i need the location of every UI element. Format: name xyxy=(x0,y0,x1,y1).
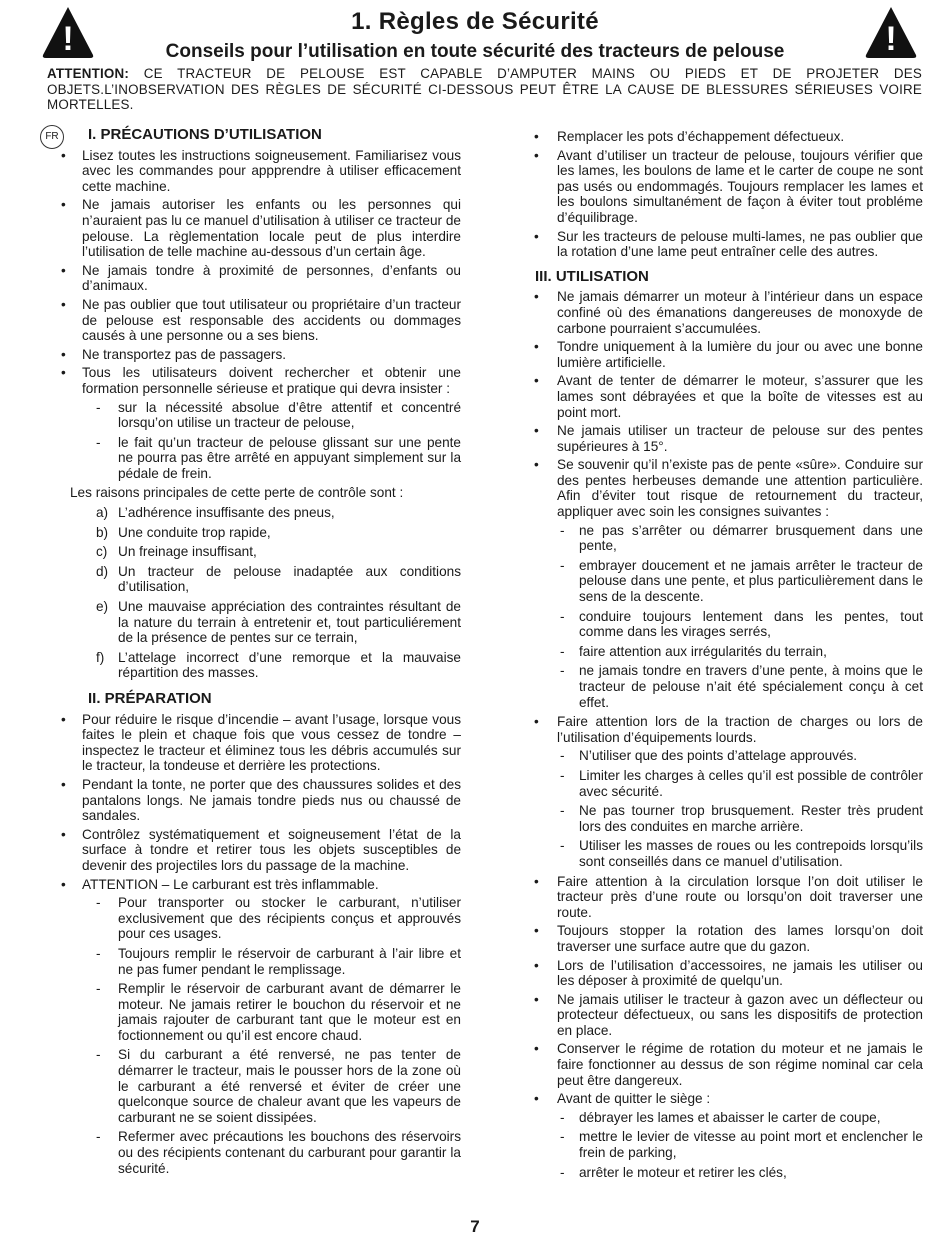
section-heading: II. PRÉPARATION xyxy=(88,690,212,707)
bullet-list xyxy=(48,712,461,1177)
list-item: - conduire toujours lentement dans les pentes, tout comme dans les virages serrés, xyxy=(531,609,923,640)
list-item: - Si du carburant a été renversé, ne pas tenter de démarrer le tracteur, mais le pousser hors de la zone où le carburant a été renversé et éviter de créer une quelconque source de chaleur avant que les vapeurs de carburant ne se soient dissipées. xyxy=(82,1047,461,1125)
section-heading: FR I. PRÉCAUTIONS D’UTILISATION xyxy=(48,127,461,143)
list-item: • Pendant la tonte, ne porter que des chaussures solides et des pantalons longs. Ne jamais tondre pieds nus ou chaussé de sandales. xyxy=(48,777,461,824)
dash-list xyxy=(531,748,923,869)
list-item: - Refermer avec précautions les bouchons des réservoirs ou des récipients contenant du carburant pour garantir la sécurité. xyxy=(82,1129,461,1176)
list-item: • Contrôlez systématiquement et soigneusement l’état de la surface à tondre et retirer tous les objets susceptibles de devenir des projectiles lors du passage de la machine. xyxy=(48,827,461,874)
section-heading: III. UTILISATION xyxy=(535,267,649,285)
list-item: - ne jamais tondre en travers d’une pente, à moins que le tracteur de pelouse n’ait été spécialement conçu à cet effet. xyxy=(531,663,923,710)
attention-text: CE TRACTEUR DE PELOUSE EST CAPABLE D’AMPUTER MAINS OU PIEDS ET DE PROJETER DES OBJETS.L’INOBSERVATION DES RÈGLES DE SÉCURITÉ CI-DESSOUS PEUT ÊTRE LA CAUSE DE BLESSURES SÉRIEUSES VOIRE MORTELLES. xyxy=(47,66,923,112)
list-item: • Ne jamais démarrer un moteur à l’intérieur dans un espace confiné où des émanations dangereuses de monoxyde de carbone pourraient s’accumulées. xyxy=(531,289,923,336)
header xyxy=(0,0,950,115)
list-item: • Lors de l’utilisation d’accessoires, ne jamais les utiliser ou les déposer à proximité de quelqu’un. xyxy=(531,958,923,989)
list-item: - ne pas s’arrêter ou démarrer brusquement dans une pente, xyxy=(531,523,923,554)
svg-text:!: ! xyxy=(62,20,74,58)
list-item: - Remplir le réservoir de carburant avant de démarrer le moteur. Ne jamais retirer le bouchon du réservoir et ne jamais rajouter de carburant tant que le moteur est en foctionnement ou qu’il est encore chaud. xyxy=(82,981,461,1043)
list-item: - Ne pas tourner trop brusquement. Rester très prudent lors des conduites en marche arrière. xyxy=(531,803,923,834)
left-column xyxy=(45,126,461,1180)
list-item: - sur la nécessité absolue d’être attentif et concentré lorsqu’on utilise un tracteur de pelouse, xyxy=(82,400,461,431)
list-item: - Toujours remplir le réservoir de carburant à l’air libre et ne pas fumer pendant le remplissage. xyxy=(82,946,461,977)
list-item: • Ne transportez pas de passagers. xyxy=(48,347,461,363)
list-item: • Remplacer les pots d’échappement défectueux. xyxy=(531,129,923,145)
list-item: a) L’adhérence insuffisante des pneus, xyxy=(96,505,335,521)
list-item: • Tondre uniquement à la lumière du jour ou avec une bonne lumière artificielle. xyxy=(531,339,923,370)
list-item: - mettre le levier de vitesse au point mort et enclencher le frein de parking, xyxy=(531,1129,923,1160)
list-item: • Faire attention à la circulation lorsque l’on doit utiliser le tracteur près d’une route ou lorsqu’on doit traverser une route. xyxy=(531,874,923,921)
list-item: • Conserver le régime de rotation du moteur et ne jamais le faire fonctionner au dessus de son régime nominal car cela peut être dangereux. xyxy=(531,1041,923,1088)
list-item: d) Un tracteur de pelouse inadaptée aux conditions d’utilisation, xyxy=(96,563,461,595)
warning-icon xyxy=(863,4,919,60)
list-item: • Ne jamais autoriser les enfants ou les personnes qui n’auraient pas lu ce manuel d’utilisation à utiliser ce tracteur de pelouse. La règlementation locale peut de plus interdire l’utilisation de telle machine au-dessous d’un certain âge. xyxy=(48,197,461,259)
page-title: 1. Règles de Sécurité xyxy=(351,8,599,35)
page-number: 7 xyxy=(470,1217,480,1236)
svg-text:!: ! xyxy=(885,20,897,58)
list-item: • Avant d’utiliser un tracteur de pelouse, toujours vérifier que les lames, les boulons de lame et le carter de coupe ne sont pas usés ou endommagés. Toujours remplacer les lames et les boulons simultanément de façon à éviter tout probléme d’équilibrage. xyxy=(531,148,923,226)
list-item: - embrayer doucement et ne jamais arrêter le tracteur de pelouse dans une pente, et plus particulièrement dans le sens de la descente. xyxy=(531,558,923,605)
bullet-list xyxy=(531,129,923,260)
list-item: e) Une mauvaise appréciation des contraintes résultant de la nature du terrain à entretenir et, tout particuliérement de la présence de pentes sur ce terrain, xyxy=(96,599,461,646)
list-item: - Pour transporter ou stocker le carburant, n’utiliser exclusivement que des récipients conçus et approuvés pour ces usages. xyxy=(82,895,461,942)
list-item: • Pour réduire le risque d’incendie – avant l’usage, lorsque vous faites le plein et chaque fois que vous cessez de tondre – inspectez le tracteur et éliminez tous les débris accumulés sur le tracteur, la tondeuse et derrière les protections. xyxy=(48,712,461,774)
right-column xyxy=(531,129,923,1184)
list-item: • Avant de quitter le siège : - débrayer les lames et abaisser le carter de coupe, - mettre le levier de vitesse au point mort et enclencher le frein de parking, - arrêter le moteur et retirer les clés, xyxy=(531,1091,923,1180)
list-item: • Ne pas oublier que tout utilisateur ou propriétaire d’un tracteur de pelouse est responsable des accidents ou dommages causés à une personne ou a ses biens. xyxy=(48,297,461,344)
dash-list xyxy=(82,400,461,482)
list-item: • Avant de tenter de démarrer le moteur, s’assurer que les lames sont débrayées et que la boîte de vitesses est au point mort. xyxy=(531,373,923,420)
list-item: • ATTENTION – Le carburant est très inflammable. - Pour transporter ou stocker le carburant, n’utiliser exclusivement que des récipients conçus et approuvés pour ces usages. - Toujours remplir le réservoir de carburant à l’air libre et ne pas fumer pendant le remplissage. - Remplir le réservoir de carburant avant de démarrer le moteur. Ne jamais retirer le bouchon du réservoir et ne jamais rajouter de carburant tant que le moteur est en foctionnement ou qu’il est encore chaud. - Si du carburant a été renversé, ne pas tenter de démarrer le tracteur, mais le pousser hors de la zone où le carburant a été renversé et éviter de créer une quelconque source de chaleur avant que les vapeurs de carburant ne se soient dissipées. - Refermer avec précautions les bouchons des réservoirs ou des récipients contenant du carburant pour garantir la sécurité. xyxy=(48,877,461,1177)
list-item: - débrayer les lames et abaisser le carter de coupe, xyxy=(531,1110,923,1126)
list-item: - arrêter le moteur et retirer les clés, xyxy=(531,1165,923,1181)
list-item: - Limiter les charges à celles qu’il est possible de contrôler avec sécurité. xyxy=(531,768,923,799)
list-item: f) L’attelage incorrect d’une remorque et la mauvaise répartition des masses. xyxy=(96,649,461,681)
lettered-list xyxy=(48,505,461,681)
list-item: - N’utiliser que des points d’attelage approuvés. xyxy=(531,748,923,764)
page-subtitle: Conseils pour l’utilisation en toute sécurité des tracteurs de pelouse xyxy=(165,41,785,62)
bullet-list xyxy=(531,289,923,1180)
list-item: • Tous les utilisateurs doivent rechercher et obtenir une formation personnelle sérieuse et pratique qui devra insister : - sur la nécessité absolue d’être attentif et concentré lorsqu’on utilise un tracteur de pelouse, - le fait qu’un tracteur de pelouse glissant sur une pente ne pourra pas être arrêté en appuyant simplement sur la pédale de frein. xyxy=(48,365,461,481)
list-item: - le fait qu’un tracteur de pelouse glissant sur une pente ne pourra pas être arrêté en appuyant simplement sur la pédale de frein. xyxy=(82,435,461,482)
list-item: • Lisez toutes les instructions soigneusement. Familiarisez vous avec les commandes pour appprendre à utiliser efficacement cette machine. xyxy=(48,148,461,195)
list-item: • Ne jamais utiliser le tracteur à gazon avec un déflecteur ou protecteur défectueux, ou sans les dispositifs de protection en place. xyxy=(531,992,923,1039)
dash-list xyxy=(531,523,923,711)
dash-list xyxy=(531,1110,923,1180)
list-item: • Se souvenir qu’il n’existe pas de pente «sûre». Conduire sur des pentes herbeuses demande une attention particulière. Afin d’éviter tout risque de retournement du tracteur, appliquer avec soin les consignes suivantes : - ne pas s’arrêter ou démarrer brusquement dans une pente, - embrayer doucement et ne jamais arrêter le tracteur de pelouse dans une pente, et plus particulièrement dans le sens de la descente. - conduire toujours lentement dans les pentes, tout comme dans les virages serrés, - faire attention aux irrégularités du terrain, - ne jamais tondre en travers d’une pente, à moins que le tracteur de pelouse n’ait été spécialement conçu à cet effet. xyxy=(531,457,923,710)
list-item: - faire attention aux irrégularités du terrain, xyxy=(531,644,923,660)
dash-list xyxy=(82,895,461,1176)
list-item: b) Une conduite trop rapide, xyxy=(96,524,271,540)
language-badge: FR xyxy=(40,125,64,149)
list-item: • Ne jamais tondre à proximité de personnes, d’enfants ou d’animaux. xyxy=(48,263,461,294)
list-item: - Utiliser les masses de roues ou les contrepoids lorsqu’ils sont conseillés dans ce manuel d’utilisation. xyxy=(531,838,923,869)
list-item: • Ne jamais utiliser un tracteur de pelouse sur des pentes supérieures à 15°. xyxy=(531,423,923,454)
bullet-list xyxy=(48,148,461,482)
list-item: • Toujours stopper la rotation des lames lorsqu’on doit traverser une surface autre que du gazon. xyxy=(531,923,923,954)
paragraph: Les raisons principales de cette perte de contrôle sont : xyxy=(70,485,404,501)
list-item: • Faire attention lors de la traction de charges ou lors de l’utilisation d’équipements lourds. - N’utiliser que des points d’attelage approuvés. - Limiter les charges à celles qu’il est possible de contrôler avec sécurité. - Ne pas tourner trop brusquement. Rester très prudent lors des conduites en marche arrière. - Utiliser les masses de roues ou les contrepoids lorsqu’ils sont conseillés dans ce manuel d’utilisation. xyxy=(531,714,923,869)
attention-label: ATTENTION: xyxy=(47,66,130,81)
attention-notice xyxy=(47,66,922,113)
list-item: c) Un freinage insuffisant, xyxy=(96,544,257,560)
list-item: • Sur les tracteurs de pelouse multi-lames, ne pas oublier que la rotation d’une lame peut entraîner celle des autres. xyxy=(531,229,923,260)
